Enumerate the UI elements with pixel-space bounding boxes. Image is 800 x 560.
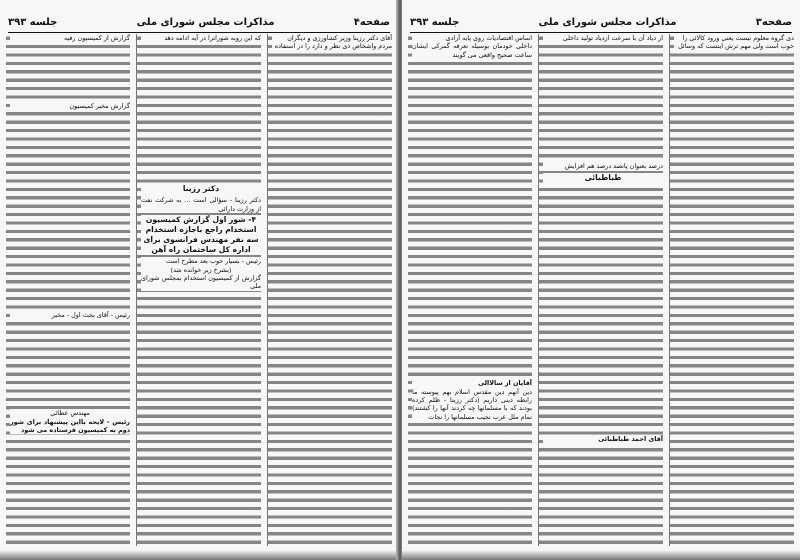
- paragraph: گزارش از کمیسیون استخدام بمجلس شورای ملی: [141, 274, 261, 291]
- paragraph: آقایان از سالاالی: [412, 379, 532, 387]
- paragraph: خوب است ولی مهم ترش اینست که وسائل: [674, 42, 794, 50]
- header-rule: [8, 32, 390, 33]
- page-edge: [402, 550, 800, 560]
- speaker-name: مهندس عطائی: [10, 409, 130, 417]
- column-2: [538, 34, 663, 546]
- paragraph: (بشرح زیر خوانده شد): [141, 266, 261, 274]
- paragraph: رئیس - بسیار خوب بعد مطرح است: [141, 257, 261, 265]
- column-3: [408, 34, 532, 546]
- column-1: [267, 34, 392, 546]
- section-heading: دکتر رزینا: [141, 184, 261, 194]
- paragraph: از دیاد آن با سرعت ازدیاد تولید داخلی: [543, 34, 663, 42]
- paragraph: اساس اقتصادیات روی پایه آزادی: [412, 34, 532, 42]
- page-title: مذاکرات مجلس شورای ملی: [538, 16, 677, 28]
- paragraph: داخلی خودمان بوسیله تعرفه گمرکی ایشان ساعت صحیح واقعی می گویند: [412, 42, 532, 59]
- paragraph: آقای احمد طباطبائی: [543, 435, 663, 443]
- column-1: [669, 34, 794, 546]
- paragraph: دین آنهم دین مقدس اسلام بهم پیوسته ما رابطه دینی داریم (دکتر رزینا - ظلم کرده بودند که با مسلمانها چه کردند آنها را کشتند) تمام ملل عرب نجیب مسلمانها را نجات: [412, 387, 532, 421]
- page-number: صفحه۳: [755, 16, 792, 28]
- page-edge: [0, 550, 398, 560]
- column-2: [136, 34, 261, 546]
- paragraph: دکتر رزینا - سؤالی است ... به شرکت نفت از وزارت دارائی: [141, 196, 261, 213]
- right-page: [402, 0, 800, 560]
- section-heading: ۴- شور اول گزارش کمیسیون استخدام راجع باجازه استخدام سه نفر مهندس فرانسوی برای اداره کل ساختمان راه آهن: [141, 215, 261, 255]
- paragraph: گزارش از کمیسیون رفیه: [10, 34, 130, 42]
- column-3: [6, 34, 130, 546]
- speaker-heading: طباطبائی: [543, 173, 663, 183]
- left-page: [0, 0, 398, 560]
- session-number: جلسه ۳۹۳: [8, 16, 58, 28]
- paragraph: رئیس - لایحه بااین پیشنهاد برای شور دوم به کمیسیون فرستاده می شود: [10, 417, 130, 435]
- paragraph: که این روبه شوراترا در آیه ادامه دهد: [141, 34, 261, 42]
- page-header: [8, 14, 390, 30]
- paragraph: درصد بعنوان پانصد درصد هم افزایش: [543, 162, 663, 170]
- page-title: مذاکرات مجلس شورای ملی: [136, 16, 275, 28]
- page-number: صفحه۴: [353, 16, 390, 28]
- page-header: [410, 14, 792, 30]
- session-number: جلسه ۳۹۳: [410, 16, 460, 28]
- paragraph: دی گروه معلوم نیست یعنی ورود کالائی را: [674, 34, 794, 42]
- paragraph: گزارش مخبر کمیسیون: [10, 102, 130, 110]
- paragraph: مردم واشخاص ذی نظر و دارد را در استفاده: [272, 42, 392, 50]
- paragraph: رئیس - آقای بحث اول - مخبر: [10, 311, 130, 319]
- header-rule: [410, 32, 792, 33]
- paragraph: آقای دکتر رزینا وزیر کشاورزی و دیگران: [272, 34, 392, 42]
